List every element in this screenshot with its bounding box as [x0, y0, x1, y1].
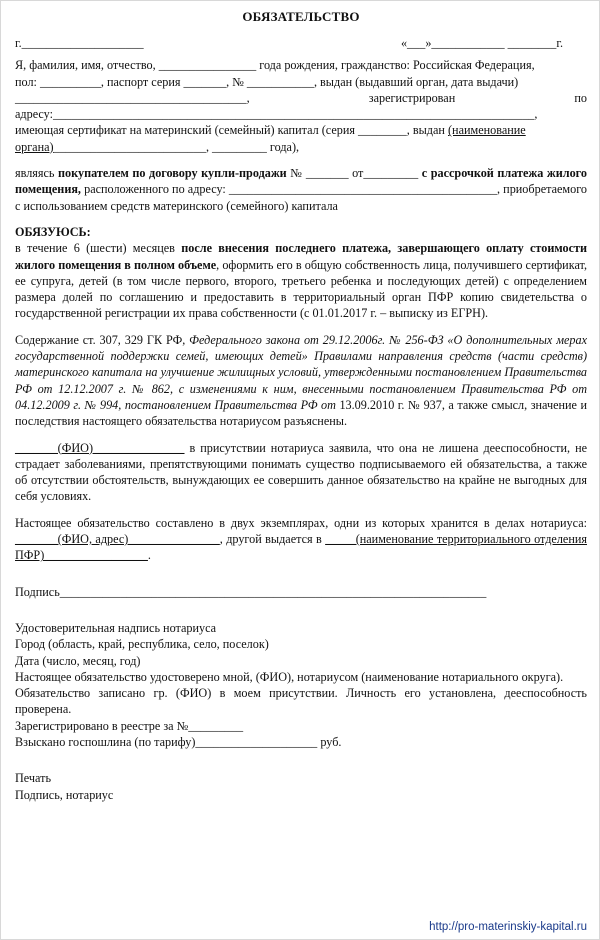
notary-line-3: Дата (число, месяц, год) — [15, 653, 141, 668]
city-field: г.____________________ — [15, 36, 144, 50]
obligation-text-1: в течение 6 (шести) месяцев — [15, 241, 182, 256]
notary-line-6: Зарегистрировано в реестре за №_________ — [15, 718, 244, 733]
obligation-text-2: , оформить его в общую собственность лица, получившего сертификат, ее супруга, детей (в том числе первого, второго, третьего ребенка и последующих детей) с определением размера долей по соглашению и предоставить в территориальный орган ПФР копию свидетельства о государственной регистрации их права собственности (с 01.01.2017 г. – выписку из ЕГРН). — [15, 257, 587, 321]
law-text-2: 13.09.2010 г. № 937, а также смысл, значение и последствия настоящего обязательства нотариусом разъяснены. — [15, 397, 587, 429]
issuer-name-label-end: органа) — [15, 139, 54, 154]
obligation-paragraph — [15, 240, 587, 321]
notary-signature-label: Подпись, нотариус — [15, 787, 114, 802]
issuer-name-label: (наименование — [447, 123, 526, 138]
buyer-text-1: являясь — [15, 166, 59, 181]
law-text-italic: Федерального закона от 29.12.2006г. № 256-ФЗ «О дополнительных мерах государственной поддержки семей, имеющих детей» Правилами направления средств (части средств) материнского капитала на улучшение жилищных условий, утвержденными постановлением Правительства РФ от 12.12.2007 г. № 862, с изменениями к ним, внесенными постановлением Правительства РФ от 04.12.2009 г. № 994, постановлением Правительства РФ от — [15, 332, 587, 412]
copies-text-1: Настоящее обязательство составлено в двух экземплярах, одни из которых хранится в делах нотариуса: — [15, 515, 587, 530]
person-line-3a: ______________________________________, — [15, 90, 250, 105]
source-link[interactable]: http://pro-materinskiy-kapital.ru — [429, 921, 587, 933]
person-line-6 — [15, 139, 587, 155]
notary-line-2: Город (область, край, республика, село, поселок) — [15, 637, 269, 652]
notary-line-5: Обязательство записано гр. (ФИО) в моем присутствии. Личность его установлена, дееспособность проверена. — [15, 686, 587, 717]
person-line-3 — [15, 90, 587, 106]
law-paragraph — [15, 332, 587, 430]
person-line-4: адресу:_______________________________________________________________________________, — [15, 107, 538, 122]
issue-date-text: _________________________, _________ года), — [53, 139, 300, 154]
person-line-2: пол: __________, паспорт серия _______, № ___________, выдан (выдавший орган, дата выдачи) — [15, 74, 519, 89]
person-line-3c: по — [574, 90, 587, 105]
obligation-heading: ОБЯЗУЮСЬ: — [15, 224, 91, 239]
document-title: ОБЯЗАТЕЛЬСТВО — [242, 9, 360, 24]
copies-text-3: . — [147, 548, 151, 563]
copies-fio-field: _______(ФИО, адрес)_______________ — [15, 532, 220, 547]
header-row — [15, 35, 587, 51]
date-field: «___»____________ ________г. — [400, 36, 563, 50]
capacity-paragraph — [15, 440, 587, 505]
buyer-installment-bold: с рассрочкой платежа жилого помещения, — [15, 166, 588, 197]
capacity-text: в присутствии нотариуса заявила, что она не лишена дееспособности, не страдает заболеваниями, препятствующими понимать существо подписываемого ей обязательства, а также об отсутствии обстоятельств, вынуждающих ее совершить данное обязательство на крайне не выгодных для себя условиях. — [15, 440, 587, 504]
buyer-paragraph — [15, 165, 587, 214]
buyer-text-2: № _______ от_________ — [286, 166, 422, 181]
certificate-text: имеющая сертификат на материнский (семейный) капитал (серия ________, выдан — [15, 123, 448, 138]
copies-text-2: , другой выдается в — [219, 532, 326, 547]
obligation-text-bold: после внесения последнего платежа, завершающего оплату стоимости жилого помещения в полном объеме — [15, 241, 588, 272]
stamp-label: Печать — [15, 771, 52, 786]
capacity-fio-field: _______(ФИО)_______________ — [15, 440, 185, 455]
notary-line-7: Взыскано госпошлина (по тарифу)____________________ руб. — [15, 734, 342, 749]
notary-line-1: Удостоверительная надпись нотариуса — [15, 620, 217, 635]
signature-line: Подпись______________________________________________________________________ — [15, 584, 487, 599]
buyer-text-3: расположенного по адресу: ____________________________________________, приобретаемого с использованием средств материнского (семейного) капитала — [15, 182, 587, 213]
copies-pfr-field: _____(наименование территориального отделения ПФР)_________________ — [15, 532, 587, 563]
law-text-1: Содержание ст. 307, 329 ГК РФ, — [15, 332, 190, 347]
person-line-1: Я, фамилия, имя, отчество, ________________ года рождения, гражданство: Российская Федерация, — [15, 58, 535, 73]
document-body — [15, 35, 587, 803]
notary-line-4: Настоящее обязательство удостоверено мной, (ФИО), нотариусом (наименование нотариального округа). — [15, 669, 564, 684]
person-line-3b: зарегистрирован — [368, 90, 456, 105]
person-line-5 — [15, 122, 587, 138]
buyer-contract-bold: покупателем по договору купли-продажи — [58, 166, 287, 181]
copies-paragraph — [15, 515, 587, 564]
